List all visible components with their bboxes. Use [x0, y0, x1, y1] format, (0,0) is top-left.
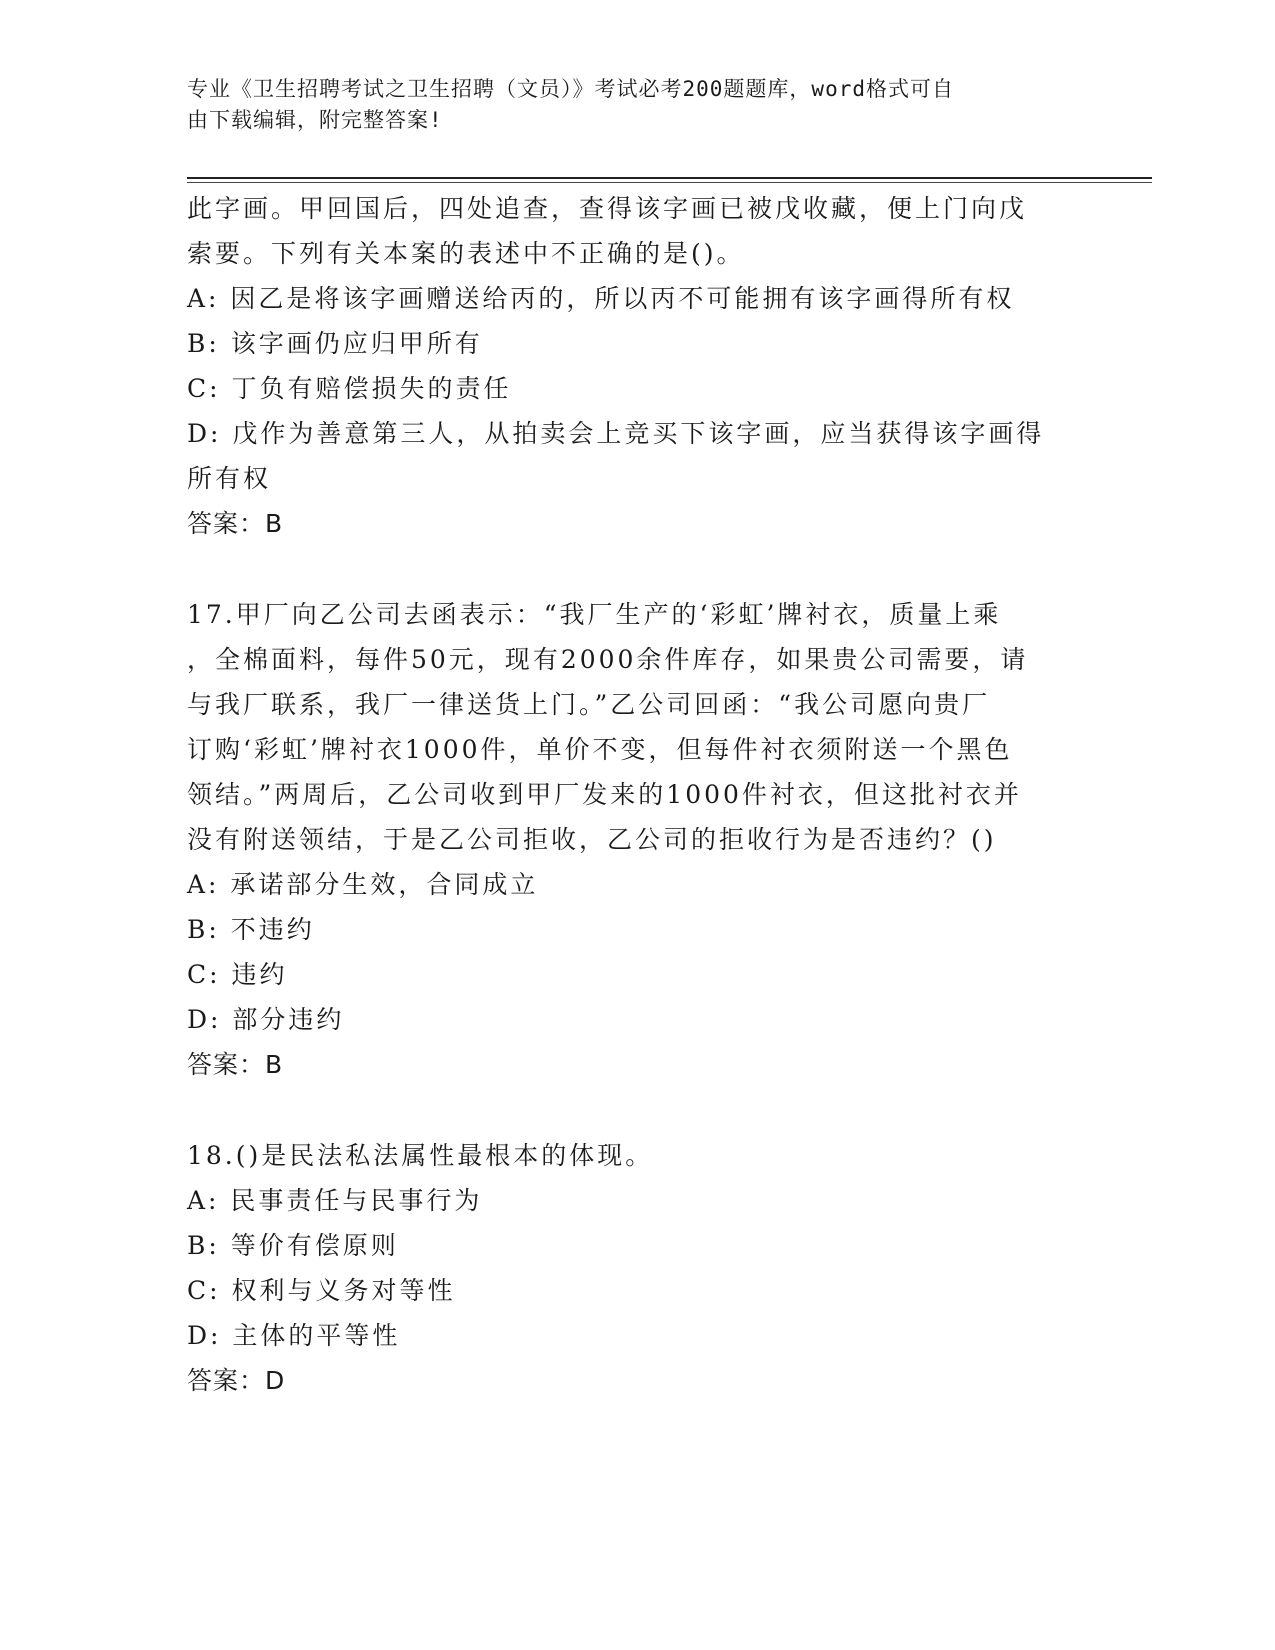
question-17 — [187, 592, 1087, 1087]
option-a: A: 民事责任与民事行为 — [187, 1186, 483, 1215]
question-stem-line: 18.()是民法私法属性最根本的体现。 — [187, 1141, 654, 1170]
answer-line: 答案：D — [187, 1366, 286, 1395]
option-b: B: 等价有偿原则 — [187, 1231, 399, 1260]
option-c: C: 丁负有赔偿损失的责任 — [187, 374, 512, 403]
document-body — [187, 186, 1087, 1403]
option-d: D: 部分违约 — [187, 1005, 345, 1034]
answer-line: 答案：B — [187, 509, 284, 538]
header-line-1: 专业《卫生招聘考试之卫生招聘（文员）》考试必考200题题库，word格式可自 — [187, 77, 954, 101]
question-stem-line: 17.甲厂向乙公司去函表示：“我厂生产的‘彩虹’牌衬衣，质量上乘 — [187, 600, 1002, 629]
question-stem-line: 领结。”两周后，乙公司收到甲厂发来的1000件衬衣，但这批衬衣并 — [187, 780, 1022, 809]
question-18 — [187, 1133, 1087, 1403]
question-stem-line: 索要。下列有关本案的表述中不正确的是()。 — [187, 239, 745, 268]
answer-line: 答案：B — [187, 1050, 284, 1079]
header-divider-thin — [187, 182, 1152, 183]
option-b: B: 不违约 — [187, 915, 315, 944]
option-c: C: 违约 — [187, 960, 288, 989]
option-c: C: 权利与义务对等性 — [187, 1276, 456, 1305]
question-16 — [187, 186, 1087, 546]
option-d: D: 主体的平等性 — [187, 1321, 401, 1350]
option-d: D: 戊作为善意第三人，从拍卖会上竞买下该字画，应当获得该字画得 — [187, 419, 1045, 448]
option-b: B: 该字画仍应归甲所有 — [187, 329, 483, 358]
option-d-continued: 所有权 — [187, 464, 272, 493]
question-spacer — [187, 1087, 1087, 1133]
question-stem-line: 订购‘彩虹’牌衬衣1000件，单价不变，但每件衬衣须附送一个黑色 — [187, 735, 1013, 764]
header-divider-thick — [187, 177, 1152, 179]
option-a: A: 承诺部分生效，合同成立 — [187, 870, 539, 899]
header-line-2: 由下载编辑，附完整答案! — [187, 108, 443, 132]
question-stem-line: 与我厂联系，我厂一律送货上门。”乙公司回函：“我公司愿向贵厂 — [187, 690, 991, 719]
option-a: A: 因乙是将该字画赠送给丙的，所以丙不可能拥有该字画得所有权 — [187, 284, 1015, 313]
page-header — [187, 74, 1067, 136]
question-spacer — [187, 546, 1087, 592]
question-stem-line: 没有附送领结，于是乙公司拒收，乙公司的拒收行为是否违约？() — [187, 825, 997, 854]
question-stem-line: ，全棉面料，每件50元，现有2000余件库存，如果贵公司需要，请 — [187, 645, 1029, 674]
question-stem-line: 此字画。甲回国后，四处追查，查得该字画已被戊收藏，便上门向戊 — [187, 194, 1028, 223]
